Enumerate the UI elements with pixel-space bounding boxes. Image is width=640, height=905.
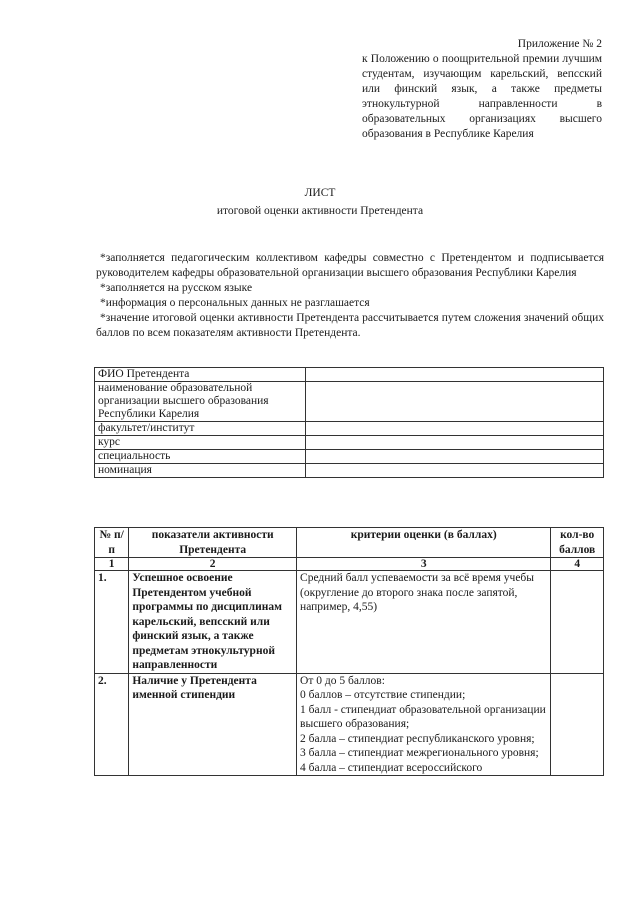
info-label: специальность	[95, 450, 306, 464]
row-num: 1.	[95, 571, 129, 674]
criteria-line: 3 балла – стипендиат межрегионального уровня;	[300, 747, 539, 759]
info-value-field[interactable]	[306, 464, 604, 478]
criteria-line: 2 балла – стипендиат республиканского уровня;	[300, 732, 535, 745]
row-criteria	[297, 571, 551, 674]
row-indicator: Наличие у Претендента именной стипендии	[129, 673, 297, 776]
row-indicator: Успешное освоение Претендентом учебной программы по дисциплинам карельский, вепсский или финский язык, а также предметам этнокультурной направленности	[129, 571, 297, 674]
row-criteria	[297, 673, 551, 776]
criteria-line: 4 балла – стипендиат всероссийского	[300, 761, 483, 774]
header-indicators: показатели активности Претендента	[129, 528, 297, 558]
row-points-field[interactable]	[551, 673, 604, 776]
row-num: 2.	[95, 673, 129, 776]
table-row	[95, 464, 604, 478]
info-label: курс	[95, 436, 306, 450]
document-subtitle: итоговой оценки активности Претендента	[216, 205, 424, 217]
criteria-line: 1 балл - стипендиат образовательной организации высшего образования;	[300, 703, 546, 730]
appendix-title: Приложение № 2	[517, 38, 602, 50]
activity-assessment-table	[94, 527, 604, 776]
applicant-info-table	[94, 367, 604, 478]
table-row	[95, 368, 604, 382]
info-label: факультет/институт	[95, 422, 306, 436]
header-criteria: критерии оценки (в баллах)	[297, 528, 551, 558]
table-row	[95, 673, 604, 776]
info-value-field[interactable]	[306, 422, 604, 436]
info-value-field[interactable]	[306, 368, 604, 382]
info-value-field[interactable]	[306, 436, 604, 450]
criteria-line: Средний балл успеваемости за всё время учебы (округление до второго знака после запятой, например, 4,55)	[300, 572, 534, 613]
criteria-line: 0 баллов – отсутствие стипендии;	[300, 689, 466, 701]
info-label: ФИО Претендента	[95, 368, 306, 382]
appendix-body: к Положению о поощрительной премии лучшим студентам, изучающим карельский, вепсский или финский язык, а также предметы этнокультурной направленности в образовательных организациях высшего образования в Республике Карелия	[362, 53, 602, 140]
table-header-row	[95, 528, 604, 558]
header-num: № п/п	[95, 528, 129, 558]
row-points-field[interactable]	[551, 571, 604, 674]
column-number: 1	[95, 558, 129, 571]
table-row	[95, 450, 604, 464]
criteria-line: От 0 до 5 баллов:	[300, 674, 385, 687]
info-value-field[interactable]	[306, 450, 604, 464]
column-number: 2	[129, 558, 297, 571]
table-row	[95, 382, 604, 422]
info-label: наименование образовательной организации высшего образования Республики Карелия	[95, 382, 306, 422]
column-number: 4	[551, 558, 604, 571]
info-label: номинация	[95, 464, 306, 478]
note-item: *значение итоговой оценки активности Претендента рассчитывается путем сложения значений общих баллов по всем показателям активности Претендента.	[96, 312, 604, 339]
document-title: ЛИСТ	[304, 187, 336, 199]
note-item: *информация о персональных данных не разглашается	[100, 297, 370, 309]
header-points: кол-во баллов	[551, 528, 604, 558]
column-numbers-row	[95, 558, 604, 571]
table-row	[95, 436, 604, 450]
info-value-field[interactable]	[306, 382, 604, 422]
note-item: *заполняется на русском языке	[100, 282, 253, 294]
appendix-header	[362, 37, 602, 142]
table-row	[95, 571, 604, 674]
column-number: 3	[297, 558, 551, 571]
table-row	[95, 422, 604, 436]
notes-block	[96, 251, 604, 341]
note-item: *заполняется педагогическим коллективом кафедры совместно с Претендентом и подписывается руководителем кафедры образовательной организации высшего образования Республики Карелия	[96, 252, 604, 279]
